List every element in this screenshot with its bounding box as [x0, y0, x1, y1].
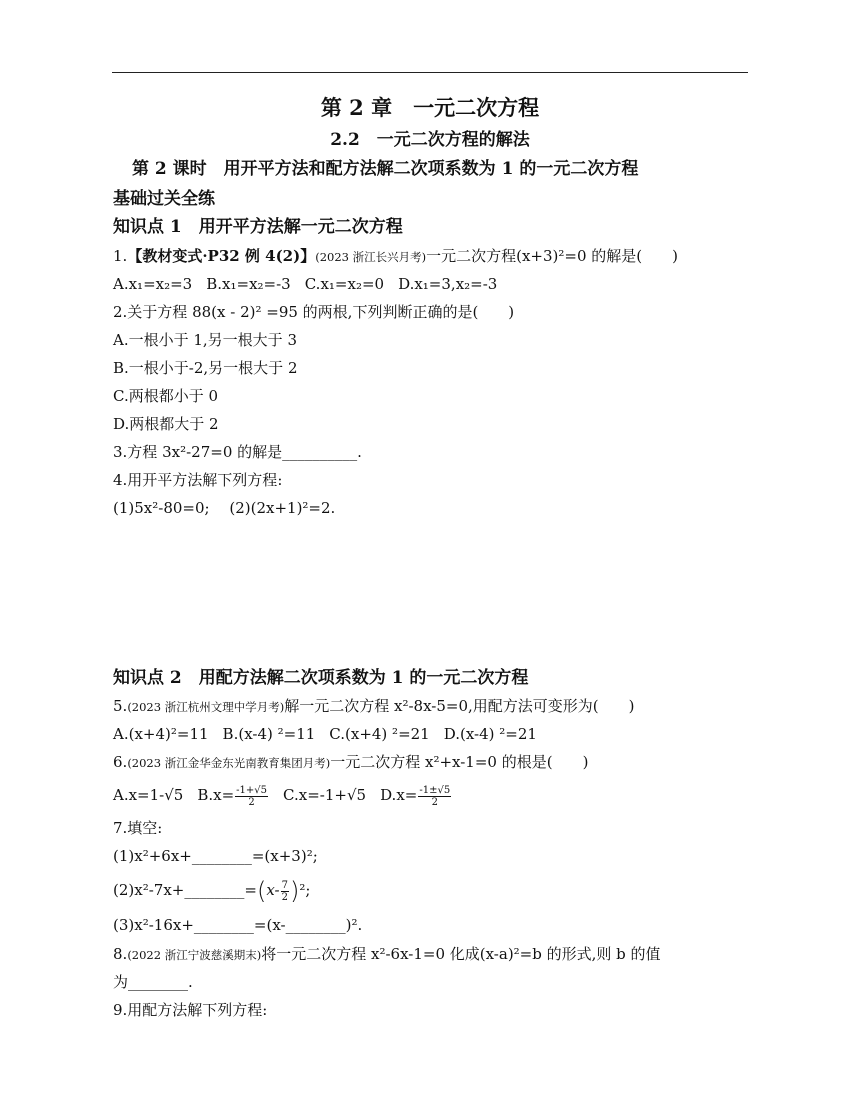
- question-1: [113, 246, 678, 267]
- question-stem: 一元二次方程(x+3)²=0 的解是( ): [426, 247, 678, 265]
- option-d: D.x= $\frac{-1\pm√5}{2}$: [380, 784, 451, 808]
- question-source: (2023 浙江杭州文理中学月考): [127, 700, 285, 714]
- question-stem: 将一元二次方程 x²-6x-1=0 化成(x-a)²=b 的形式,则 b 的值: [261, 945, 661, 963]
- left-paren: (: [256, 877, 267, 905]
- option-c: C.(x+4) ²=21: [329, 725, 430, 743]
- question-9: 9.用配方法解下列方程:: [113, 1001, 268, 1019]
- question-number: 6.: [113, 753, 128, 771]
- fraction: $\frac{7}{2}$: [281, 879, 288, 903]
- question-number: 1.: [113, 247, 128, 265]
- section-title: 2.2 一元二次方程的解法: [330, 130, 530, 150]
- question-7-part-2: (2)x²-7x+________=(x- $\frac{7}{2}$ )²;: [113, 877, 311, 905]
- fraction: $\frac{-1\pm√5}{2}$: [419, 784, 451, 808]
- question-2-option-b: B.一根小于-2,另一根大于 2: [113, 359, 298, 377]
- option-a: A.(x+4)²=11: [113, 725, 209, 743]
- option-c: C.x₁=x₂=0: [304, 275, 385, 293]
- practice-heading: 基础过关全练: [113, 189, 215, 209]
- header-rule: [112, 72, 748, 73]
- right-paren: ): [289, 877, 300, 905]
- question-stem: 解一元二次方程 x²-8x-5=0,用配方法可变形为( ): [284, 697, 635, 715]
- question-number: 8.: [113, 945, 128, 963]
- question-8-continuation: 为________.: [113, 973, 193, 991]
- question-3: 3.方程 3x²-27=0 的解是__________.: [113, 443, 362, 461]
- question-source: (2022 浙江宁波慈溪期末): [127, 948, 262, 962]
- question-4-parts: (1)5x²-80=0; (2)(2x+1)²=2.: [113, 499, 336, 517]
- question-source: (2023 浙江金华金东光南教育集团月考): [127, 756, 331, 770]
- option-a: A.x₁=x₂=3: [113, 275, 193, 293]
- knowledge-point-2-heading: 知识点 2 用配方法解二次项系数为 1 的一元二次方程: [113, 668, 529, 688]
- question-2-option-c: C.两根都小于 0: [113, 387, 219, 405]
- question-source: (2023 浙江长兴月考): [315, 250, 427, 264]
- question-8: [113, 944, 661, 965]
- question-4: 4.用开平方法解下列方程:: [113, 471, 283, 489]
- option-d: D.x₁=3,x₂=-3: [398, 275, 498, 293]
- question-2-option-a: A.一根小于 1,另一根大于 3: [113, 331, 297, 349]
- question-1-options: [113, 274, 497, 294]
- question-2-option-d: D.两根都大于 2: [113, 415, 219, 433]
- option-a: A.x=1-√5: [113, 786, 184, 804]
- chapter-title: 第 2 章 一元二次方程: [320, 95, 540, 120]
- option-b: B.x₁=x₂=-3: [206, 275, 291, 293]
- question-5: [113, 696, 634, 717]
- lesson-title: 第 2 课时 用开平方法和配方法解二次项系数为 1 的一元二次方程: [132, 159, 639, 179]
- knowledge-point-1-heading: 知识点 1 用开平方法解一元二次方程: [113, 217, 403, 237]
- question-tag: 【教材变式·P32 例 4(2)】: [127, 247, 316, 265]
- option-c: C.x=-1+√5: [283, 786, 367, 804]
- option-d: D.(x-4) ²=21: [443, 725, 537, 743]
- question-7-part-3: (3)x²-16x+________=(x-________)².: [113, 916, 363, 934]
- question-stem: 一元二次方程 x²+x-1=0 的根是( ): [330, 753, 589, 771]
- option-b: B.(x-4) ²=11: [222, 725, 316, 743]
- question-6-options: [113, 780, 452, 810]
- fraction: $\frac{-1+√5}{2}$: [236, 784, 268, 808]
- option-b: B.x= $\frac{-1+√5}{2}$: [197, 784, 268, 808]
- question-6: [113, 752, 588, 773]
- question-2: 2.关于方程 88(x - 2)² =95 的两根,下列判断正确的是( ): [113, 303, 515, 321]
- question-7-part-1: (1)x²+6x+________=(x+3)²;: [113, 847, 318, 865]
- question-7: 7.填空:: [113, 819, 163, 837]
- question-5-options: [113, 724, 537, 744]
- question-number: 5.: [113, 697, 128, 715]
